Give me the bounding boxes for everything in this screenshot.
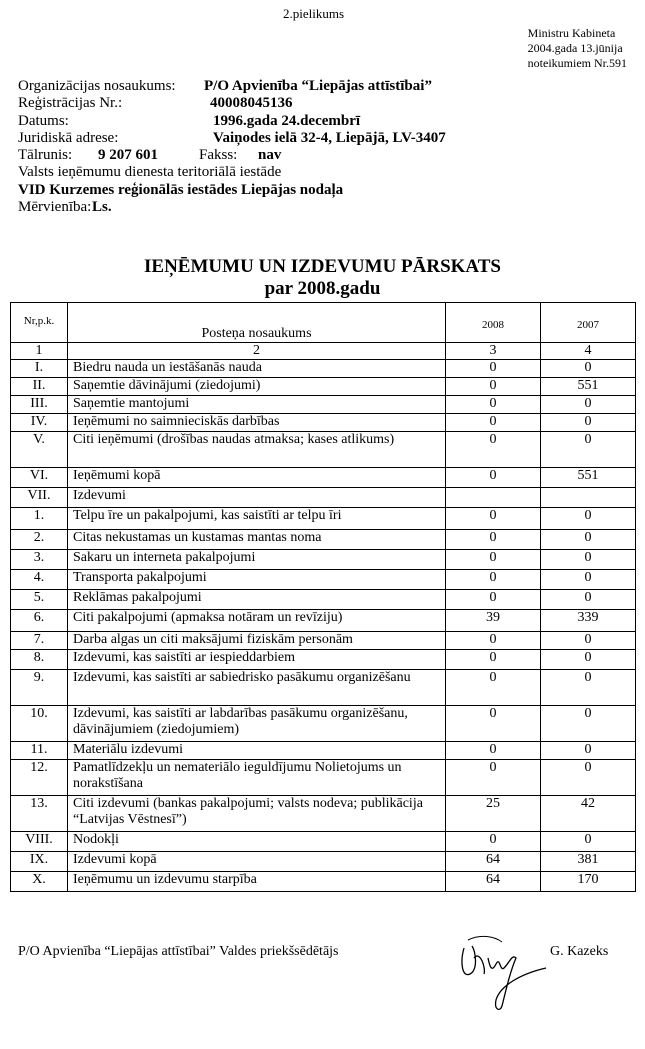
- table-row: [11, 832, 636, 852]
- row-name: Izdevumi, kas saistīti ar labdarības pasākumu organizēšanu, dāvinājumiem (ziedojumiem): [68, 706, 446, 742]
- row-value-2007: 42: [541, 796, 636, 832]
- table-row: [11, 742, 636, 760]
- header-name: Posteņa nosaukums: [68, 303, 446, 343]
- header-year-2007: 2007: [541, 303, 636, 343]
- table-row: [11, 670, 636, 706]
- row-name: Citi ieņēmumi (drošības naudas atmaksa; kases atlikums): [68, 432, 446, 468]
- table-row: [11, 378, 636, 396]
- table-row: [11, 650, 636, 670]
- row-value-2008: 0: [446, 832, 541, 852]
- row-name: Pamatlīdzekļu un nemateriālo ieguldījumu Nolietojums un norakstīšana: [68, 760, 446, 796]
- table-row: [11, 706, 636, 742]
- row-number: X.: [11, 872, 68, 892]
- table-row: [11, 360, 636, 378]
- row-number: IX.: [11, 852, 68, 872]
- regulation-line-3: noteikumiem Nr.591: [527, 56, 627, 70]
- row-number: III.: [11, 396, 68, 414]
- row-number: 9.: [11, 670, 68, 706]
- date-label: Datums:: [18, 112, 69, 129]
- row-value-2008: 0: [446, 432, 541, 468]
- unit-value: Ls.: [92, 199, 112, 216]
- row-value-2007: 0: [541, 432, 636, 468]
- row-name: Izdevumi, kas saistīti ar sabiedrisko pasākumu organizēšanu: [68, 670, 446, 706]
- table-row: [11, 396, 636, 414]
- colnum-3: 3: [446, 343, 541, 360]
- table-row: [11, 488, 636, 508]
- row-number: 8.: [11, 650, 68, 670]
- row-number: IV.: [11, 414, 68, 432]
- tax-office-label: Valsts ieņēmumu dienesta teritoriālā iestāde: [18, 164, 282, 181]
- fax-label: Fakss:: [199, 147, 238, 164]
- row-value-2008: 64: [446, 852, 541, 872]
- row-number: 10.: [11, 706, 68, 742]
- row-number: 2.: [11, 530, 68, 550]
- signature-image: [450, 928, 550, 1016]
- table-row: [11, 796, 636, 832]
- table-row: [11, 852, 636, 872]
- report-subtitle: par 2008.gadu: [264, 278, 381, 299]
- unit-label: Mērvienība:: [18, 199, 92, 216]
- org-name-label: Organizācijas nosaukums:: [18, 78, 176, 94]
- row-value-2008: [446, 488, 541, 508]
- row-value-2007: 0: [541, 550, 636, 570]
- address-value: Vaiņodes ielā 32-4, Liepājā, LV-3407: [213, 129, 446, 146]
- org-name-value: P/O Apvienība “Liepājas attīstībai”: [204, 78, 432, 94]
- row-name: Citas nekustamas un kustamas mantas noma: [68, 530, 446, 550]
- reg-number-value: 40008045136: [210, 95, 293, 112]
- row-value-2007: 339: [541, 610, 636, 632]
- row-value-2007: 0: [541, 414, 636, 432]
- table-row: [11, 570, 636, 590]
- row-value-2007: 170: [541, 872, 636, 892]
- row-value-2008: 0: [446, 706, 541, 742]
- row-name: Saņemtie mantojumi: [68, 396, 446, 414]
- row-value-2007: 0: [541, 360, 636, 378]
- row-value-2008: 0: [446, 360, 541, 378]
- date-value: 1996.gada 24.decembrī: [213, 112, 361, 129]
- row-number: 7.: [11, 632, 68, 650]
- row-number: VI.: [11, 468, 68, 488]
- income-expense-table: [10, 302, 636, 892]
- report-title: IEŅĒMUMU UN IZDEVUMU PĀRSKATS: [144, 256, 501, 277]
- row-value-2008: 0: [446, 670, 541, 706]
- table-row: [11, 632, 636, 650]
- row-name: Citi izdevumi (bankas pakalpojumi; valsts nodeva; publikācija “Latvijas Vēstnesī”): [68, 796, 446, 832]
- row-value-2008: 0: [446, 468, 541, 488]
- row-name: Sakaru un interneta pakalpojumi: [68, 550, 446, 570]
- row-value-2008: 0: [446, 632, 541, 650]
- header-nr: Nr,p.k.: [11, 303, 68, 343]
- row-name: Transporta pakalpojumi: [68, 570, 446, 590]
- phone-value: 9 207 601: [98, 147, 158, 164]
- annex-label: 2.pielikums: [283, 6, 345, 21]
- row-name: Saņemtie dāvinājumi (ziedojumi): [68, 378, 446, 396]
- row-number: I.: [11, 360, 68, 378]
- row-number: 12.: [11, 760, 68, 796]
- row-number: VIII.: [11, 832, 68, 852]
- row-value-2007: 0: [541, 742, 636, 760]
- row-value-2008: 39: [446, 610, 541, 632]
- row-value-2008: 0: [446, 508, 541, 530]
- row-name: Izdevumi: [68, 488, 446, 508]
- row-number: VII.: [11, 488, 68, 508]
- row-value-2007: 0: [541, 530, 636, 550]
- row-value-2007: 551: [541, 468, 636, 488]
- regulation-reference: [528, 26, 627, 71]
- table-row: [11, 550, 636, 570]
- table-header-row: [11, 303, 636, 343]
- row-name: Izdevumi, kas saistīti ar iespieddarbiem: [68, 650, 446, 670]
- row-value-2007: 0: [541, 670, 636, 706]
- row-value-2007: 0: [541, 760, 636, 796]
- fax-value: nav: [258, 147, 282, 164]
- row-value-2007: 0: [541, 508, 636, 530]
- table-row: [11, 590, 636, 610]
- table-row: [11, 610, 636, 632]
- row-value-2007: 0: [541, 396, 636, 414]
- row-value-2007: 0: [541, 706, 636, 742]
- row-value-2008: 0: [446, 570, 541, 590]
- row-name: Reklāmas pakalpojumi: [68, 590, 446, 610]
- phone-label: Tālrunis:: [18, 147, 73, 164]
- reg-number-label: Reģistrācijas Nr.:: [18, 95, 123, 112]
- table-row: [11, 872, 636, 892]
- row-value-2008: 0: [446, 590, 541, 610]
- row-name: Citi pakalpojumi (apmaksa notāram un revīziju): [68, 610, 446, 632]
- row-number: 1.: [11, 508, 68, 530]
- row-value-2008: 0: [446, 650, 541, 670]
- row-value-2008: 0: [446, 550, 541, 570]
- regulation-line-2: 2004.gada 13.jūnija: [527, 41, 623, 55]
- signatory-name: G. Kazeks: [550, 944, 609, 959]
- regulation-line-1: Ministru Kabineta: [527, 26, 616, 40]
- row-name: Ieņēmumu un izdevumu starpība: [68, 872, 446, 892]
- row-number: 6.: [11, 610, 68, 632]
- row-value-2008: 0: [446, 396, 541, 414]
- row-value-2008: 64: [446, 872, 541, 892]
- header-year-2008: 2008: [446, 303, 541, 343]
- row-name: Biedru nauda un iestāšanās nauda: [68, 360, 446, 378]
- row-value-2007: [541, 488, 636, 508]
- table-row: [11, 760, 636, 796]
- row-number: 3.: [11, 550, 68, 570]
- table-row: [11, 432, 636, 468]
- table-row: [11, 414, 636, 432]
- row-name: Izdevumi kopā: [68, 852, 446, 872]
- row-value-2008: 0: [446, 760, 541, 796]
- row-value-2007: 551: [541, 378, 636, 396]
- colnum-4: 4: [541, 343, 636, 360]
- row-value-2007: 0: [541, 632, 636, 650]
- row-value-2007: 381: [541, 852, 636, 872]
- row-name: Darba algas un citi maksājumi fiziskām personām: [68, 632, 446, 650]
- table-row: [11, 508, 636, 530]
- row-value-2008: 25: [446, 796, 541, 832]
- row-number: II.: [11, 378, 68, 396]
- table-row: [11, 530, 636, 550]
- table-colnum-row: [11, 343, 636, 360]
- colnum-2: 2: [68, 343, 446, 360]
- row-value-2007: 0: [541, 650, 636, 670]
- row-name: Nodokļi: [68, 832, 446, 852]
- row-value-2008: 0: [446, 742, 541, 760]
- row-value-2008: 0: [446, 378, 541, 396]
- row-value-2007: 0: [541, 832, 636, 852]
- row-value-2007: 0: [541, 570, 636, 590]
- row-number: 5.: [11, 590, 68, 610]
- table-row: [11, 468, 636, 488]
- row-name: Materiālu izdevumi: [68, 742, 446, 760]
- row-value-2007: 0: [541, 590, 636, 610]
- row-number: 4.: [11, 570, 68, 590]
- row-value-2008: 0: [446, 414, 541, 432]
- row-value-2008: 0: [446, 530, 541, 550]
- signatory-position: P/O Apvienība “Liepājas attīstībai” Valdes priekšsēdētājs: [18, 944, 339, 959]
- row-number: 13.: [11, 796, 68, 832]
- row-number: 11.: [11, 742, 68, 760]
- row-name: Ieņēmumi no saimnieciskās darbības: [68, 414, 446, 432]
- row-number: V.: [11, 432, 68, 468]
- tax-office-value: VID Kurzemes reģionālās iestādes Liepājas nodaļa: [18, 181, 344, 198]
- row-name: Ieņēmumi kopā: [68, 468, 446, 488]
- colnum-1: 1: [11, 343, 68, 360]
- row-name: Telpu īre un pakalpojumi, kas saistīti ar telpu īri: [68, 508, 446, 530]
- address-label: Juridiskā adrese:: [18, 129, 119, 146]
